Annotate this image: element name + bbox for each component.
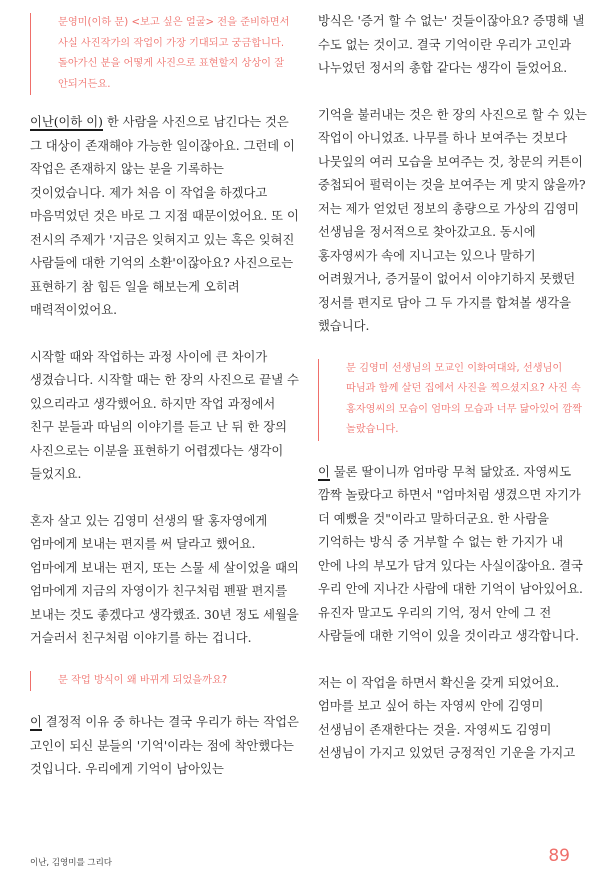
answer-text: 한 사람을 사진으로 남긴다는 것은 그 대상이 존재해야 가능한 일이잖아요. 그런데 이 작업은 존재하지 않는 분을 기록하는 것이었습니다. 제가 처음 이 작업을 하겠다고 마음먹었던 것은 바로 그 지점 때문이었어요. 또 이 전시의 주제가 '지금은 잊혀지고 있는 혹은 잊혀진 사람들에 대한 기억의 소환'이잖아요? 사진으로는 표현하기 참 힘든 일을 해보는게 오히려 매력적이었어요.	[30, 115, 299, 317]
body-paragraph: 기억을 불러내는 것은 한 장의 사진으로 할 수 있는 작업이 아니었죠. 나무를 하나 보여주는 것보다 나뭇잎의 여러 모습을 보여주는 것, 창문의 커튼이 중첩되어 펄럭이는 것을 보여주는 게 맞지 않을까? 저는 제가 얻었던 정보의 총량으로 가상의 김영미 선생님을 정서적으로 찾아갔고요. 동시에 홍자영씨가 속에 지니고는 있으나 말하기 어려웠거나, 증거물이 없어서 이야기하지 못했던 정서를 편지로 담아 그 두 가지를 합쳐볼 생각을 했습니다.	[318, 107, 587, 333]
body-paragraph: 방식은 '증거 할 수 없는' 것들이잖아요? 증명해 낼 수도 없는 것이고. 결국 기억이란 우리가 고인과 나누었던 정서의 총합 같다는 생각이 들었어요.	[318, 14, 585, 75]
running-footer-title: 이난, 김영미를 그리다	[30, 858, 113, 868]
body-paragraph: 혼자 살고 있는 김영미 선생의 딸 홍자영에게 엄마에게 보내는 편지를 써 달라고 했어요. 엄마에게 보내는 편지, 또는 스물 세 살이었을 때의 엄마에게 지금의 자영이가 친구처럼 펜팔 편지를 보내는 것도 좋겠다고 생각했죠. 30년 정도 세월을 거슬러서 친구처럼 이야기를 하는 겁니다.	[30, 513, 299, 645]
answer-paragraph	[30, 711, 300, 782]
speaker-label: 이	[30, 715, 42, 729]
answer-text: 결정적 이유 중 하나는 결국 우리가 하는 작업은 고인이 되신 분들의 '기억'이라는 점에 착안했다는 것입니다. 우리에게 기억이 남아있는	[30, 715, 299, 776]
right-column	[318, 0, 588, 766]
body-paragraph: 시작할 때와 작업하는 과정 사이에 큰 차이가 생겼습니다. 시작할 때는 한 장의 사진으로 끝낼 수 있으리라고 생각했어요. 하지만 작업 과정에서 친구 분들과 따님의 이야기를 듣고 난 뒤 한 장의 사진으로는 이분을 표현하기 어렵겠다는 생각이 들었지요.	[30, 349, 299, 481]
interviewer-question: 문 작업 방식이 왜 바뀌게 되었을까요?	[30, 671, 300, 692]
answer-paragraph	[30, 111, 300, 323]
page-number: 89	[548, 846, 570, 866]
interviewer-question: 문영미(이하 문) <보고 싶은 얼굴> 전을 준비하면서 사실 사진작가의 작업이 가장 기대되고 궁금합니다. 돌아가신 분을 어떻게 사진으로 표현할지 상상이 잘 안되거든요.	[30, 13, 300, 95]
speaker-label: 이	[318, 464, 330, 479]
answer-paragraph	[318, 461, 588, 649]
interviewer-question: 문 김영미 선생님의 모교인 이화여대와, 선생님이 따님과 함께 살던 집에서 사진을 찍으셨지요? 사진 속 홍자영씨의 모습이 엄마의 모습과 너무 닮아있어 깜짝 놀랐습니다.	[318, 359, 588, 441]
answer-text: 물론 딸이니까 엄마랑 무척 닮았죠. 자영씨도 깜짝 놀랐다고 하면서 "엄마처럼 생겼으면 자기가 더 예뻤을 것"이라고 말하더군요. 한 사람을 기억하는 방식 중 거부할 수 없는 한 가지가 내 안에 나의 부모가 담겨 있다는 사실이잖아요. 결국 우리 안에 지나간 사람에 대한 기억이 남아있어요. 유진자 말고도 우리의 기억, 정서 안에 그 전 사람들에 대한 기억이 있을 것이라고 생각합니다.	[318, 464, 583, 643]
body-paragraph: 저는 이 작업을 하면서 확신을 갖게 되었어요. 엄마를 보고 싶어 하는 자영씨 안에 김영미 선생님이 존재한다는 것을. 자영씨도 김영미 선생님이 가지고 있었던 긍정적인 기운을 가지고	[318, 675, 576, 760]
left-column	[30, 0, 300, 782]
speaker-label: 이난(이하 이)	[30, 115, 103, 129]
